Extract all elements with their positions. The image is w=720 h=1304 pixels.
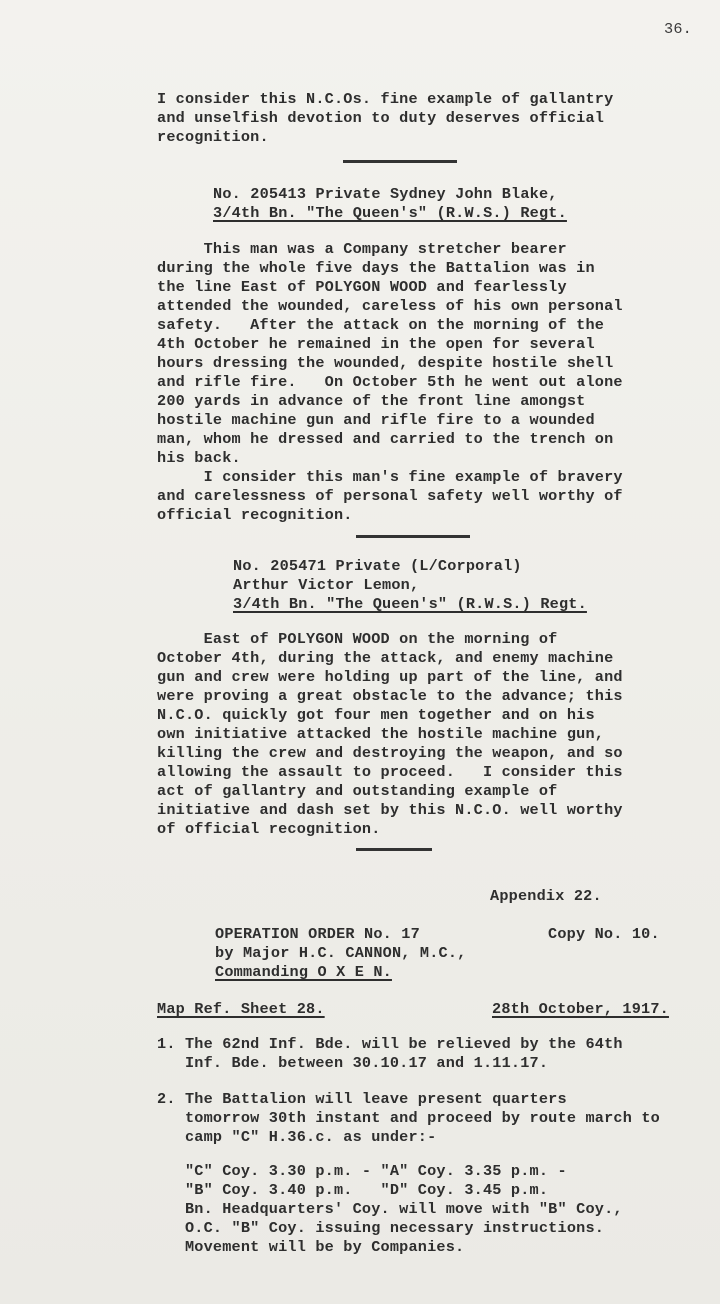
page-number: 36. bbox=[664, 20, 692, 38]
schedule-line: Bn. Headquarters' Coy. will move with "B" Coy., bbox=[157, 1200, 623, 1218]
section-divider bbox=[356, 535, 470, 538]
text-line: and unselfish devotion to duty deserves official bbox=[157, 109, 605, 127]
text-line: 200 yards in advance of the front line amongst bbox=[157, 392, 586, 410]
order-author: by Major H.C. CANNON, M.C., bbox=[215, 944, 467, 962]
text-line: safety. After the attack on the morning of the bbox=[157, 316, 605, 334]
section-divider bbox=[356, 848, 432, 851]
schedule-line: O.C. "B" Coy. issuing necessary instructions. bbox=[157, 1219, 605, 1237]
citation-heading: No. 205471 Private (L/Corporal) bbox=[233, 557, 522, 575]
text-line: hours dressing the wounded, despite hostile shell bbox=[157, 354, 614, 372]
text-line: I consider this man's fine example of bravery bbox=[157, 468, 623, 486]
text-line: attended the wounded, careless of his own personal bbox=[157, 297, 623, 315]
text-line: his back. bbox=[157, 449, 241, 467]
text-line: This man was a Company stretcher bearer bbox=[157, 240, 567, 258]
schedule-line: Movement will be by Companies. bbox=[157, 1238, 465, 1256]
text-line: of official recognition. bbox=[157, 820, 381, 838]
citation-unit: 3/4th Bn. "The Queen's" (R.W.S.) Regt. bbox=[213, 204, 567, 222]
citation-unit: 3/4th Bn. "The Queen's" (R.W.S.) Regt. bbox=[233, 595, 587, 613]
citation-heading: No. 205413 Private Sydney John Blake, bbox=[213, 185, 558, 203]
text-line: hostile machine gun and rifle fire to a wounded bbox=[157, 411, 595, 429]
map-reference: Map Ref. Sheet 28. bbox=[157, 1000, 325, 1018]
text-line: East of POLYGON WOOD on the morning of bbox=[157, 630, 558, 648]
text-line: act of gallantry and outstanding example of bbox=[157, 782, 558, 800]
text-line: man, whom he dressed and carried to the trench on bbox=[157, 430, 614, 448]
order-item: 2. The Battalion will leave present quarters bbox=[157, 1090, 567, 1108]
schedule-line: "B" Coy. 3.40 p.m. "D" Coy. 3.45 p.m. bbox=[157, 1181, 549, 1199]
order-item: camp "C" H.36.c. as under:- bbox=[157, 1128, 437, 1146]
text-line: N.C.O. quickly got four men together and on his bbox=[157, 706, 595, 724]
order-title: OPERATION ORDER No. 17 bbox=[215, 925, 420, 943]
text-line: and rifle fire. On October 5th he went out alone bbox=[157, 373, 623, 391]
order-commanding: Commanding O X E N. bbox=[215, 963, 392, 981]
text-line: killing the crew and destroying the weapon, and so bbox=[157, 744, 623, 762]
order-item: 1. The 62nd Inf. Bde. will be relieved by the 64th bbox=[157, 1035, 623, 1053]
appendix-label: Appendix 22. bbox=[490, 887, 602, 905]
text-line: and carelessness of personal safety well worthy of bbox=[157, 487, 623, 505]
text-line: own initiative attacked the hostile machine gun, bbox=[157, 725, 605, 743]
order-item: tomorrow 30th instant and proceed by route march to bbox=[157, 1109, 660, 1127]
citation-name: Arthur Victor Lemon, bbox=[233, 576, 420, 594]
text-line: October 4th, during the attack, and enemy machine bbox=[157, 649, 614, 667]
order-item: Inf. Bde. between 30.10.17 and 1.11.17. bbox=[157, 1054, 549, 1072]
text-line: allowing the assault to proceed. I consider this bbox=[157, 763, 623, 781]
text-line: the line East of POLYGON WOOD and fearlessly bbox=[157, 278, 567, 296]
schedule-line: "C" Coy. 3.30 p.m. - "A" Coy. 3.35 p.m. - bbox=[157, 1162, 567, 1180]
text-line: 4th October he remained in the open for several bbox=[157, 335, 595, 353]
text-line: gun and crew were holding up part of the line, and bbox=[157, 668, 623, 686]
order-date: 28th October, 1917. bbox=[492, 1000, 669, 1018]
copy-number: Copy No. 10. bbox=[548, 925, 660, 943]
text-line: were proving a great obstacle to the advance; this bbox=[157, 687, 623, 705]
text-line: I consider this N.C.Os. fine example of gallantry bbox=[157, 90, 614, 108]
text-line: initiative and dash set by this N.C.O. well worthy bbox=[157, 801, 623, 819]
section-divider bbox=[343, 160, 457, 163]
text-line: recognition. bbox=[157, 128, 269, 146]
text-line: official recognition. bbox=[157, 506, 353, 524]
text-line: during the whole five days the Battalion was in bbox=[157, 259, 595, 277]
